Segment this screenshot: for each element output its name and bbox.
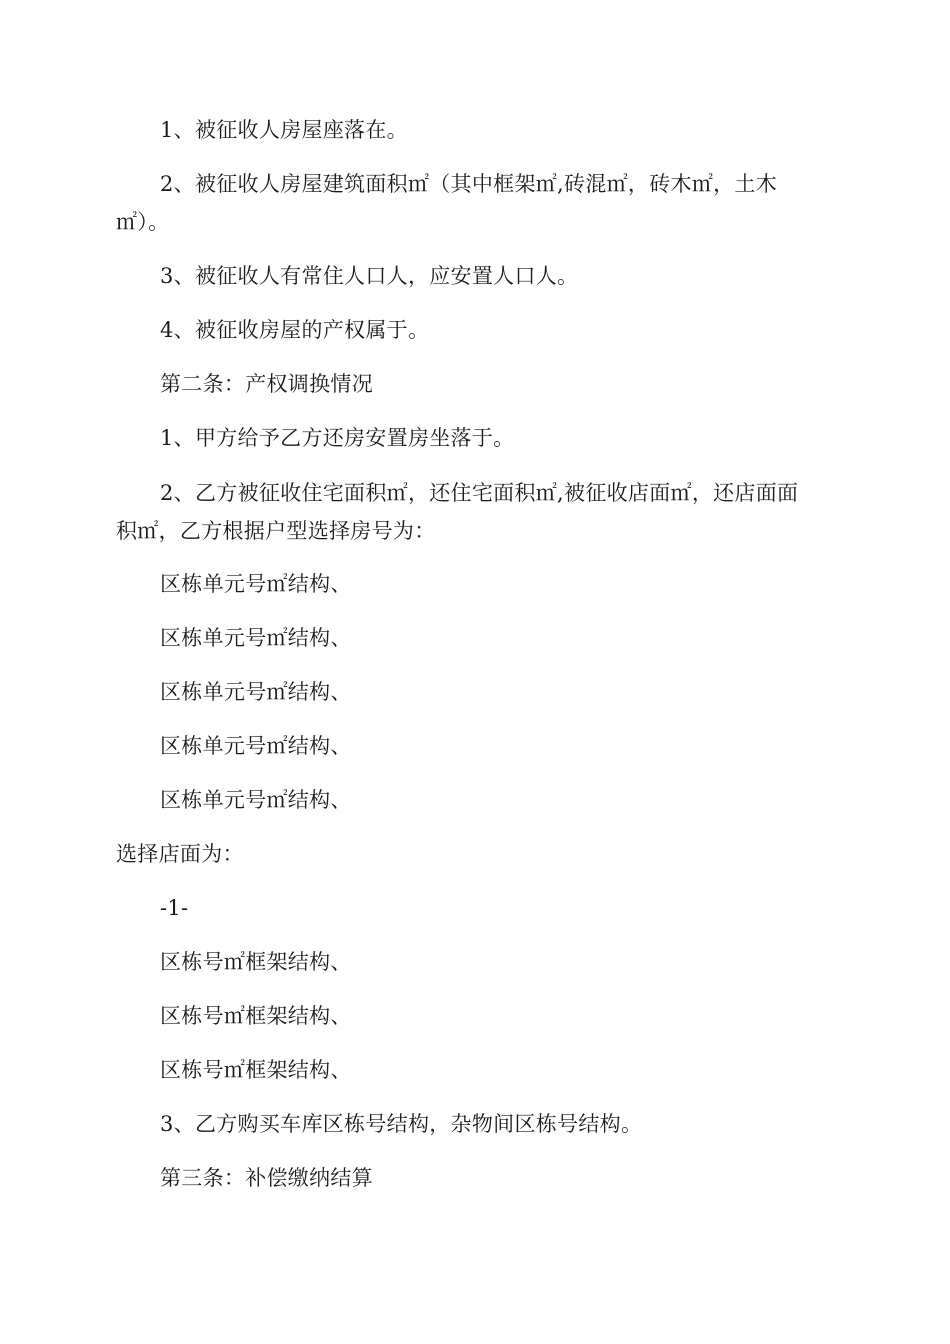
shopfront-heading: 选择店面为： — [116, 842, 244, 866]
unit-line-2: 区栋单元号㎡结构、 — [160, 626, 352, 650]
article-2-item-2-cont: 积㎡，乙方根据户型选择房号为： — [116, 519, 436, 543]
shopfront-line-3: 区栋号㎡框架结构、 — [160, 1058, 352, 1082]
unit-line-1: 区栋单元号㎡结构、 — [160, 572, 352, 596]
article-2-item-3: 3、乙方购买车库区栋号结构，杂物间区栋号结构。 — [160, 1112, 643, 1136]
clause-1-house-location: 1、被征收人房屋座落在。 — [160, 118, 408, 142]
unit-line-5: 区栋单元号㎡结构、 — [160, 788, 352, 812]
unit-line-4: 区栋单元号㎡结构、 — [160, 734, 352, 758]
page-number: -1- — [160, 896, 189, 920]
article-2-item-1: 1、甲方给予乙方还房安置房坐落于。 — [160, 426, 515, 450]
shopfront-line-2: 区栋号㎡框架结构、 — [160, 1004, 352, 1028]
clause-4-ownership: 4、被征收房屋的产权属于。 — [160, 318, 430, 342]
clause-3-residents: 3、被征收人有常住人口人，应安置人口人。 — [160, 264, 579, 288]
article-2-heading: 第二条：产权调换情况 — [160, 372, 373, 396]
article-3-heading: 第三条：补偿缴纳结算 — [160, 1166, 373, 1190]
clause-2-building-area: 2、被征收人房屋建筑面积㎡（其中框架㎡,砖混㎡，砖木㎡，土木 — [160, 172, 778, 196]
unit-line-3: 区栋单元号㎡结构、 — [160, 680, 352, 704]
article-2-item-2: 2、乙方被征收住宅面积㎡，还住宅面积㎡,被征收店面㎡，还店面面 — [160, 481, 799, 505]
shopfront-line-1: 区栋号㎡框架结构、 — [160, 950, 352, 974]
clause-2-building-area-cont: ㎡）。 — [116, 210, 170, 234]
